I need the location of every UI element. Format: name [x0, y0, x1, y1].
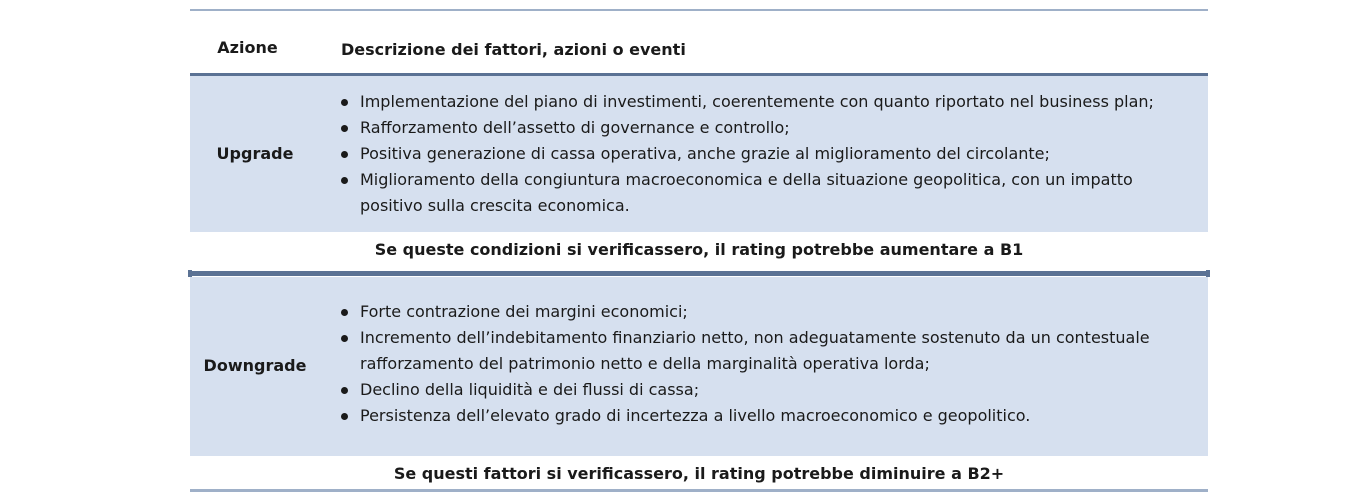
- table-header: [190, 11, 1208, 73]
- divider-cap-left: [188, 270, 192, 277]
- upgrade-label: Upgrade: [216, 144, 294, 163]
- bullet-dot-icon: [341, 99, 348, 106]
- bullet-dot-icon: [341, 177, 348, 184]
- list-item-text: Forte contrazione dei margini economici;: [360, 302, 688, 321]
- header-action: Azione: [217, 38, 278, 57]
- list-item-text: Positiva generazione di cassa operativa, anche grazie al miglioramento del circolante;: [360, 144, 1050, 163]
- list-item: [340, 377, 1200, 403]
- divider-cap-right: [1206, 270, 1210, 277]
- bullet-dot-icon: [341, 309, 348, 316]
- list-item: [340, 325, 1200, 377]
- list-item-text: Implementazione del piano di investimenti, coerentemente con quanto riportato nel business plan;: [360, 92, 1154, 111]
- downgrade-list: [340, 299, 1200, 429]
- bottom-rule: [190, 489, 1208, 492]
- list-item: [340, 299, 1200, 325]
- downgrade-label: Downgrade: [203, 356, 307, 375]
- list-item: [340, 167, 1200, 219]
- upgrade-row: [190, 76, 1208, 232]
- upgrade-list: [340, 89, 1200, 219]
- list-item-text: Rafforzamento dell’assetto di governance e controllo;: [360, 118, 790, 137]
- list-item: [340, 141, 1200, 167]
- bullet-dot-icon: [341, 413, 348, 420]
- list-item-text: Incremento dell’indebitamento finanziario netto, non adeguatamente sostenuto da un contestuale rafforzamento del patrimonio netto e della marginalità operativa lorda;: [360, 328, 1150, 373]
- list-item-text: Miglioramento della congiuntura macroeconomica e della situazione geopolitica, con un impatto positivo sulla crescita economica.: [360, 170, 1133, 215]
- list-item-text: Declino della liquidità e dei flussi di cassa;: [360, 380, 700, 399]
- list-item: [340, 89, 1200, 115]
- header-description: Descrizione dei fattori, azioni o eventi: [341, 40, 686, 59]
- downgrade-conclusion: Se questi fattori si verificassero, il rating potrebbe diminuire a B2+: [190, 456, 1208, 492]
- bullet-dot-icon: [341, 387, 348, 394]
- upgrade-conclusion: Se queste condizioni si verificassero, il rating potrebbe aumentare a B1: [190, 232, 1208, 268]
- list-item: [340, 403, 1200, 429]
- list-item-text: Persistenza dell’elevato grado di incertezza a livello macroeconomico e geopolitico.: [360, 406, 1031, 425]
- downgrade-row: [190, 277, 1208, 456]
- bullet-dot-icon: [341, 125, 348, 132]
- list-item: [340, 115, 1200, 141]
- section-divider: [190, 271, 1210, 276]
- bullet-dot-icon: [341, 335, 348, 342]
- bullet-dot-icon: [341, 151, 348, 158]
